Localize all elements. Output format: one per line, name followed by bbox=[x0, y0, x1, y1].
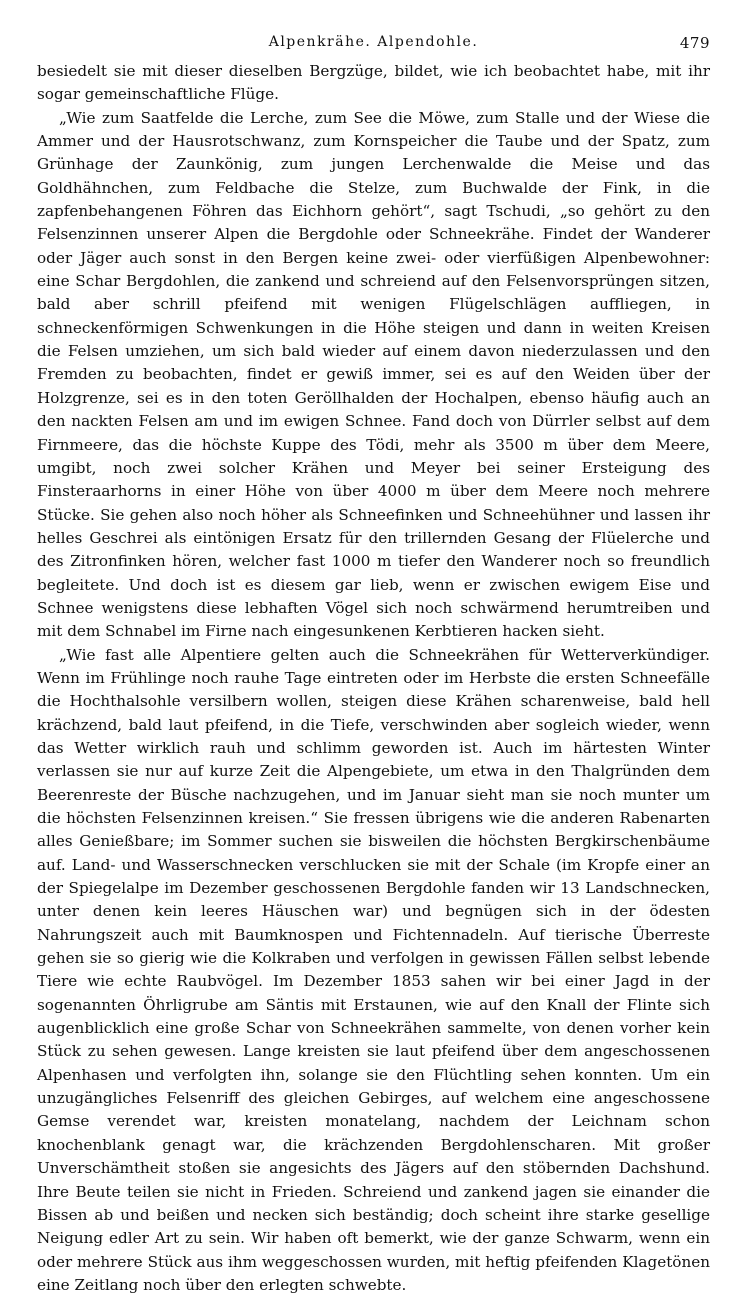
paragraph-continuation: besiedelt sie mit dieser dieselben Bergzüge, bildet, wie ich beobachtet habe, mit ihr sogar gemeinschaftliche Flüge. bbox=[37, 62, 710, 104]
paragraph-tschudi-quote: „Wie zum Saatfelde die Lerche, zum See die Möwe, zum Stalle und der Wiese die Ammer und der Hausrotschwanz, zum Kornspeicher die Taube und der Spatz, zum Grünhage der Zaunkönig, zum jungen Lerchenwalde die Meise und das Goldhähnchen, zum Feldbache die Stelze, zum Buchwalde der Fink, in die zapfenbehangenen Föhren das Eichhorn gehört“, sagt Tschudi, „so gehört zu den Felsenzinnen unserer Alpen die Bergdohle oder Schneekrähe. Findet der Wanderer oder Jäger auch sonst in den Bergen keine zwei- oder vierfüßigen Alpenbewohner: eine Schar Bergdohlen, die zankend und schreiend auf den Felsenvorsprüngen sitzen, bald aber schrill pfeifend mit wenigen Flügelschlägen auffliegen, in schneckenförmigen Schwenkungen in die Höhe steigen und dann in weiten Kreisen die Felsen umziehen, um sich bald wieder auf einem davon niederzulassen und den Fremden zu beobachten, findet er gewiß immer, sei es auf den Weiden über der Holzgrenze, sei es in den toten Geröllhalden der Hochalpen, ebenso häufig auch an den nackten Felsen am und im ewigen Schnee. Fand doch von Dürrler selbst auf dem Firnmeere, das die höchste Kuppe des Tödi, mehr als 3500 m über dem Meere, umgibt, noch zwei solcher Krähen und Meyer bei seiner Ersteigung des Finsteraarhorns in einer Höhe von über 4000 m über dem Meere noch mehrere Stücke. Sie gehen also noch höher als Schneefinken und Schneehühner und lassen ihr helles Geschrei als eintönigen Ersatz für den trillernden Gesang der Flüelerche und des Zitronfinken hören, welcher fast 1000 m tiefer den Wanderer noch so freundlich begleitete. Und doch ist es diesem gar lieb, wenn er zwischen ewigem Eise und Schnee wenigstens diese lebhaften Vögel sich noch schwärmend herumtreiben und mit dem Schnabel im Firne nach eingesunkenen Kerbtieren hacken sieht. bbox=[37, 108, 710, 641]
paragraph-weather-prophets: „Wie fast alle Alpentiere gelten auch die Schneekrähen für Wetterverkündiger. Wenn im Frühlinge noch rauhe Tage eintreten oder im Herbste die ersten Schneefälle die Hochthalsohle versilbern wollen, steigen diese Krähen scharenweise, bald hell krächzend, bald laut pfeifend, in die Tiefe, verschwinden aber sogleich wieder, wenn das Wetter wirklich rauh und schlimm geworden ist. Auch im härtesten Winter verlassen sie nur auf kurze Zeit die Alpengebiete, um etwa in den Thalgründen dem Beerenreste der Büsche nachzugehen, und im Januar sieht man sie noch munter um die höchsten Felsenzinnen kreisen.“ Sie fressen übrigens wie die anderen Rabenarten alles Genießbare; im Sommer suchen sie bisweilen die höchsten Bergkirschenbäume auf. Land- und Wasserschnecken verschlucken sie mit der Schale (im Kropfe einer an der Spiegelalpe im Dezember geschossenen Bergdohle fanden wir 13 Landschnecken, unter denen kein leeres Häuschen war) und begnügen sich in der ödesten Nahrungszeit auch mit Baumknospen und Fichtennadeln. Auf tierische Überreste gehen sie so gierig wie die Kolkraben und verfolgen in gewissen Fällen selbst lebende Tiere wie echte Raubvögel. Im Dezember 1853 sahen wir bei einer Jagd in der sogenannten Öhrligrube am Säntis mit Erstaunen, wie auf den Knall der Flinte sich augenblicklich eine große Schar von Schneekrähen sammelte, von denen vorher kein Stück zu sehen gewesen. Lange kreisten sie laut pfeifend über dem angeschossenen Alpenhasen und verfolgten ihn, solange sie den Flüchtling sehen konnten. Um ein unzugängliches Felsenriff des gleichen Gebirges, auf welchem eine angeschossene Gemse verendet war, kreisten monatelang, nachdem der Leichnam schon knochenblank genagt war, die krächzenden Bergdohlenscharen. Mit großer Unverschämtheit stoßen sie angesichts des Jägers auf den stöbernden Dachshund. Ihre Beute teilen sie nicht in Frieden. Schreiend und zankend jagen sie einander die Bissen ab und beißen und necken sich beständig; doch scheint ihre starke gesellige Neigung edler Art zu sein. Wir haben oft bemerkt, wie der ganze Schwarm, wenn ein oder mehrere Stück aus ihm weggeschossen wurden, mit heftig pfeifenden Klagetönen eine Zeitlang noch über den erlegten schwebte. bbox=[37, 645, 710, 1294]
page-number: 479 bbox=[679, 34, 710, 52]
running-head bbox=[37, 30, 710, 60]
body-text bbox=[37, 60, 710, 1297]
running-title: Alpenkrähe. Alpendohle. bbox=[268, 34, 479, 50]
